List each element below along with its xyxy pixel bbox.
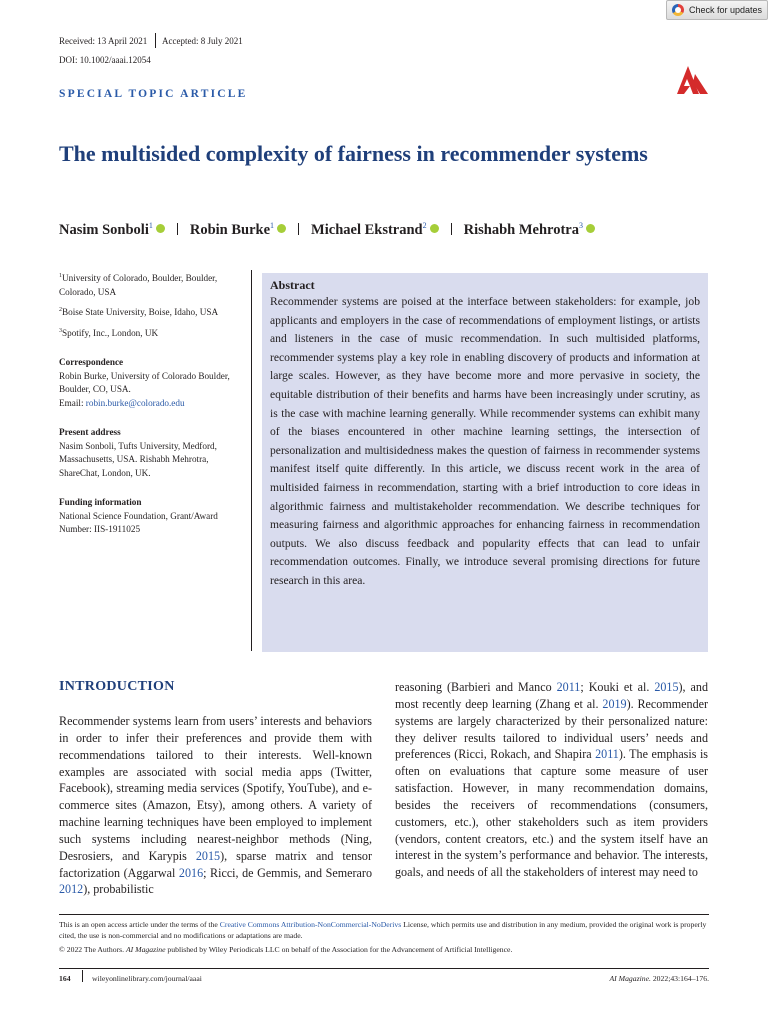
affiliation-number: 2 (59, 307, 62, 314)
funding-heading: Funding information (59, 497, 142, 508)
body-text: ). The emphasis is often on evaluations that capture some measure of user satisfaction. However, in many recommendation domains, besides the receivers of recommendations (consumers, customers, etc.), other stakeholders such as item providers (vendors, content creators, etc.) and the system itself have an interest in the system’s performance and behavior. The interests, goals, and needs of all the stakeholders of interest may need to (395, 747, 709, 880)
abstract-text: Recommender systems are poised at the interface between stakeholders: for example, job applicants and employers in the case of recommendations of employment listings, or artists and listeners in the case of music recommendation. In such multisided platforms, recommender systems play a key role in enabling discovery of products and information at large scales. However, as they have become more and more pervasive in society, the equitable distribution of their benefits and harms have been increasingly under scrutiny, as is the case with machine learning generally. While recommender systems can exhibit many of the biases encountered in other machine learning settings, the intersection of personalization and multisidedness makes the question of fairness in recommender systems manifest itself quite differently. In this article, we discuss recent work in the area of multisided fairness in recommendation, starting with a brief introduction to core ideas in algorithmic fairness and multistakeholder recommendation. We describe techniques for measuring fairness and algorithmic approaches for enhancing fairness in recommendation outputs. We also discuss feedback and popularity effects that can lead to unfair recommendation outcomes. Finally, we introduce several promising directions for future research in this area. (270, 295, 700, 587)
affiliation-text: Boise State University, Boise, Idaho, USA (62, 307, 219, 318)
correspondence-heading: Correspondence (59, 357, 124, 368)
present-address-heading: Present address (59, 427, 121, 438)
section-heading: INTRODUCTION (59, 679, 175, 694)
correspondence-text: Robin Burke, University of Colorado Boulder, Boulder, CO, USA. (59, 370, 230, 395)
body-text: ), probabilistic (83, 882, 154, 897)
author-affil: 1 (270, 221, 275, 230)
journal-name: AI Magazine. (609, 974, 651, 983)
copyright-note (59, 944, 711, 955)
author-divider (451, 223, 452, 235)
funding-text: National Science Foundation, Grant/Award Number: IIS-1911025 (59, 510, 218, 535)
affiliation (59, 325, 245, 341)
orcid-icon[interactable] (430, 224, 439, 233)
email-link[interactable]: robin.burke@colorado.edu (85, 397, 185, 408)
body-text: Recommender systems learn from users’ interests and behaviors in order to infer their preferences and provide them with recommendations tailored to their interests. Well-known examples are associated with social media apps (Twitter, Facebook), streaming media services (Spotify, YouTube), and e-commerce sites (Amazon, Etsy), among others. A variety of machine learning techniques have been employed to implement such systems including nearest-neighbor methods (Ning, Desrosiers, and Karypis (59, 714, 372, 863)
citation-link[interactable]: 2011 (595, 747, 619, 762)
citation-link[interactable]: 2015 (654, 680, 679, 694)
journal-citation (609, 973, 709, 984)
abstract-box (262, 273, 708, 652)
affiliation-number: 1 (59, 273, 62, 279)
info-column (59, 270, 245, 537)
citation-link[interactable]: 2015 (195, 848, 221, 863)
crossmark-icon (672, 4, 684, 16)
column-divider (251, 270, 252, 651)
correspondence-email-line (59, 397, 245, 411)
author-name[interactable]: Michael Ekstrand (311, 221, 423, 238)
citation-link[interactable]: 2011 (556, 680, 581, 694)
author-affil: 2 (422, 221, 427, 230)
body-text: ; Ricci, de Gemmis, and Semeraro (203, 865, 372, 880)
body-text: reasoning (Barbieri and Manco (395, 680, 557, 694)
author-name[interactable]: Rishabh Mehrotra (463, 221, 579, 238)
abstract-heading: Abstract (270, 278, 315, 292)
accepted-date: Accepted: 8 July 2021 (162, 36, 243, 46)
footer-rule (59, 968, 709, 969)
citation-link[interactable]: 2019 (602, 696, 627, 711)
intro-column-1 (59, 713, 372, 898)
orcid-icon[interactable] (277, 224, 286, 233)
author-name[interactable]: Robin Burke (189, 221, 271, 238)
author-affil: 1 (148, 221, 153, 230)
email-label: Email: (59, 397, 86, 408)
page-number: 164 (59, 974, 71, 983)
author-divider (298, 223, 299, 235)
body-text: ), sparse matrix and tensor factorization (Aggarwal (59, 848, 372, 880)
author-list (59, 221, 595, 239)
author-affil: 3 (578, 221, 583, 230)
citation-link[interactable]: 2012 (59, 882, 84, 897)
citation-link[interactable]: 2016 (178, 865, 204, 880)
affiliation (59, 304, 245, 320)
affiliation (59, 270, 245, 299)
journal-name: AI Magazine (125, 945, 166, 954)
check-for-updates-button[interactable] (666, 0, 768, 20)
body-text: ; Kouki et al. (580, 680, 655, 694)
intro-column-2 (395, 679, 708, 881)
copyright-text: © 2022 The Authors. (59, 945, 126, 954)
present-address-text: Nasim Sonboli, Tufts University, Medford, Massachusetts, USA. Rishabh Mehrotra, ShareChat, London, UK. (59, 440, 217, 478)
article-type: SPECIAL TOPIC ARTICLE (59, 88, 248, 100)
affiliation-number: 3 (59, 327, 62, 334)
received-date: Received: 13 April 2021 (59, 36, 148, 46)
license-text: This is an open access article under the terms of the (59, 920, 220, 929)
header-divider (155, 33, 156, 48)
check-for-updates-label: Check for updates (689, 5, 763, 15)
footer-rule (59, 914, 709, 915)
body-text: ). Recommender systems are largely characterized by their personalized nature: they deliver results tailored to individual users’ needs and preferences (Ricci, Rokach, and Shapira (395, 696, 709, 762)
citation-volume: 2022;43:164–176. (650, 974, 709, 983)
footer-divider (82, 970, 83, 982)
affiliation-text: University of Colorado, Boulder, Boulder, Colorado, USA (59, 273, 218, 297)
article-title: The multisided complexity of fairness in recommender systems (59, 141, 648, 166)
orcid-icon[interactable] (156, 224, 165, 233)
body-text: ), and most recently deep learning (Zhang et al. (395, 680, 708, 711)
license-text: License, which permits use and distribution in any medium, provided the original work is properly cited, the use is non-commercial and no modifications or adaptations are made. (59, 920, 707, 940)
doi: DOI: 10.1002/aaai.12054 (59, 55, 151, 65)
orcid-icon[interactable] (586, 224, 595, 233)
license-note (59, 919, 711, 941)
author-name[interactable]: Nasim Sonboli (59, 221, 149, 238)
license-link[interactable]: Creative Commons Attribution-NonCommercial-NoDerivs (219, 920, 402, 929)
copyright-text: published by Wiley Periodicals LLC on behalf of the Association for the Advancement of Artificial Intelligence. (165, 945, 513, 954)
aaai-logo-icon (675, 66, 709, 96)
affiliation-text: Spotify, Inc., London, UK (62, 327, 159, 338)
journal-url-link[interactable]: wileyonlinelibrary.com/journal/aaai (92, 974, 202, 983)
author-divider (177, 223, 178, 235)
